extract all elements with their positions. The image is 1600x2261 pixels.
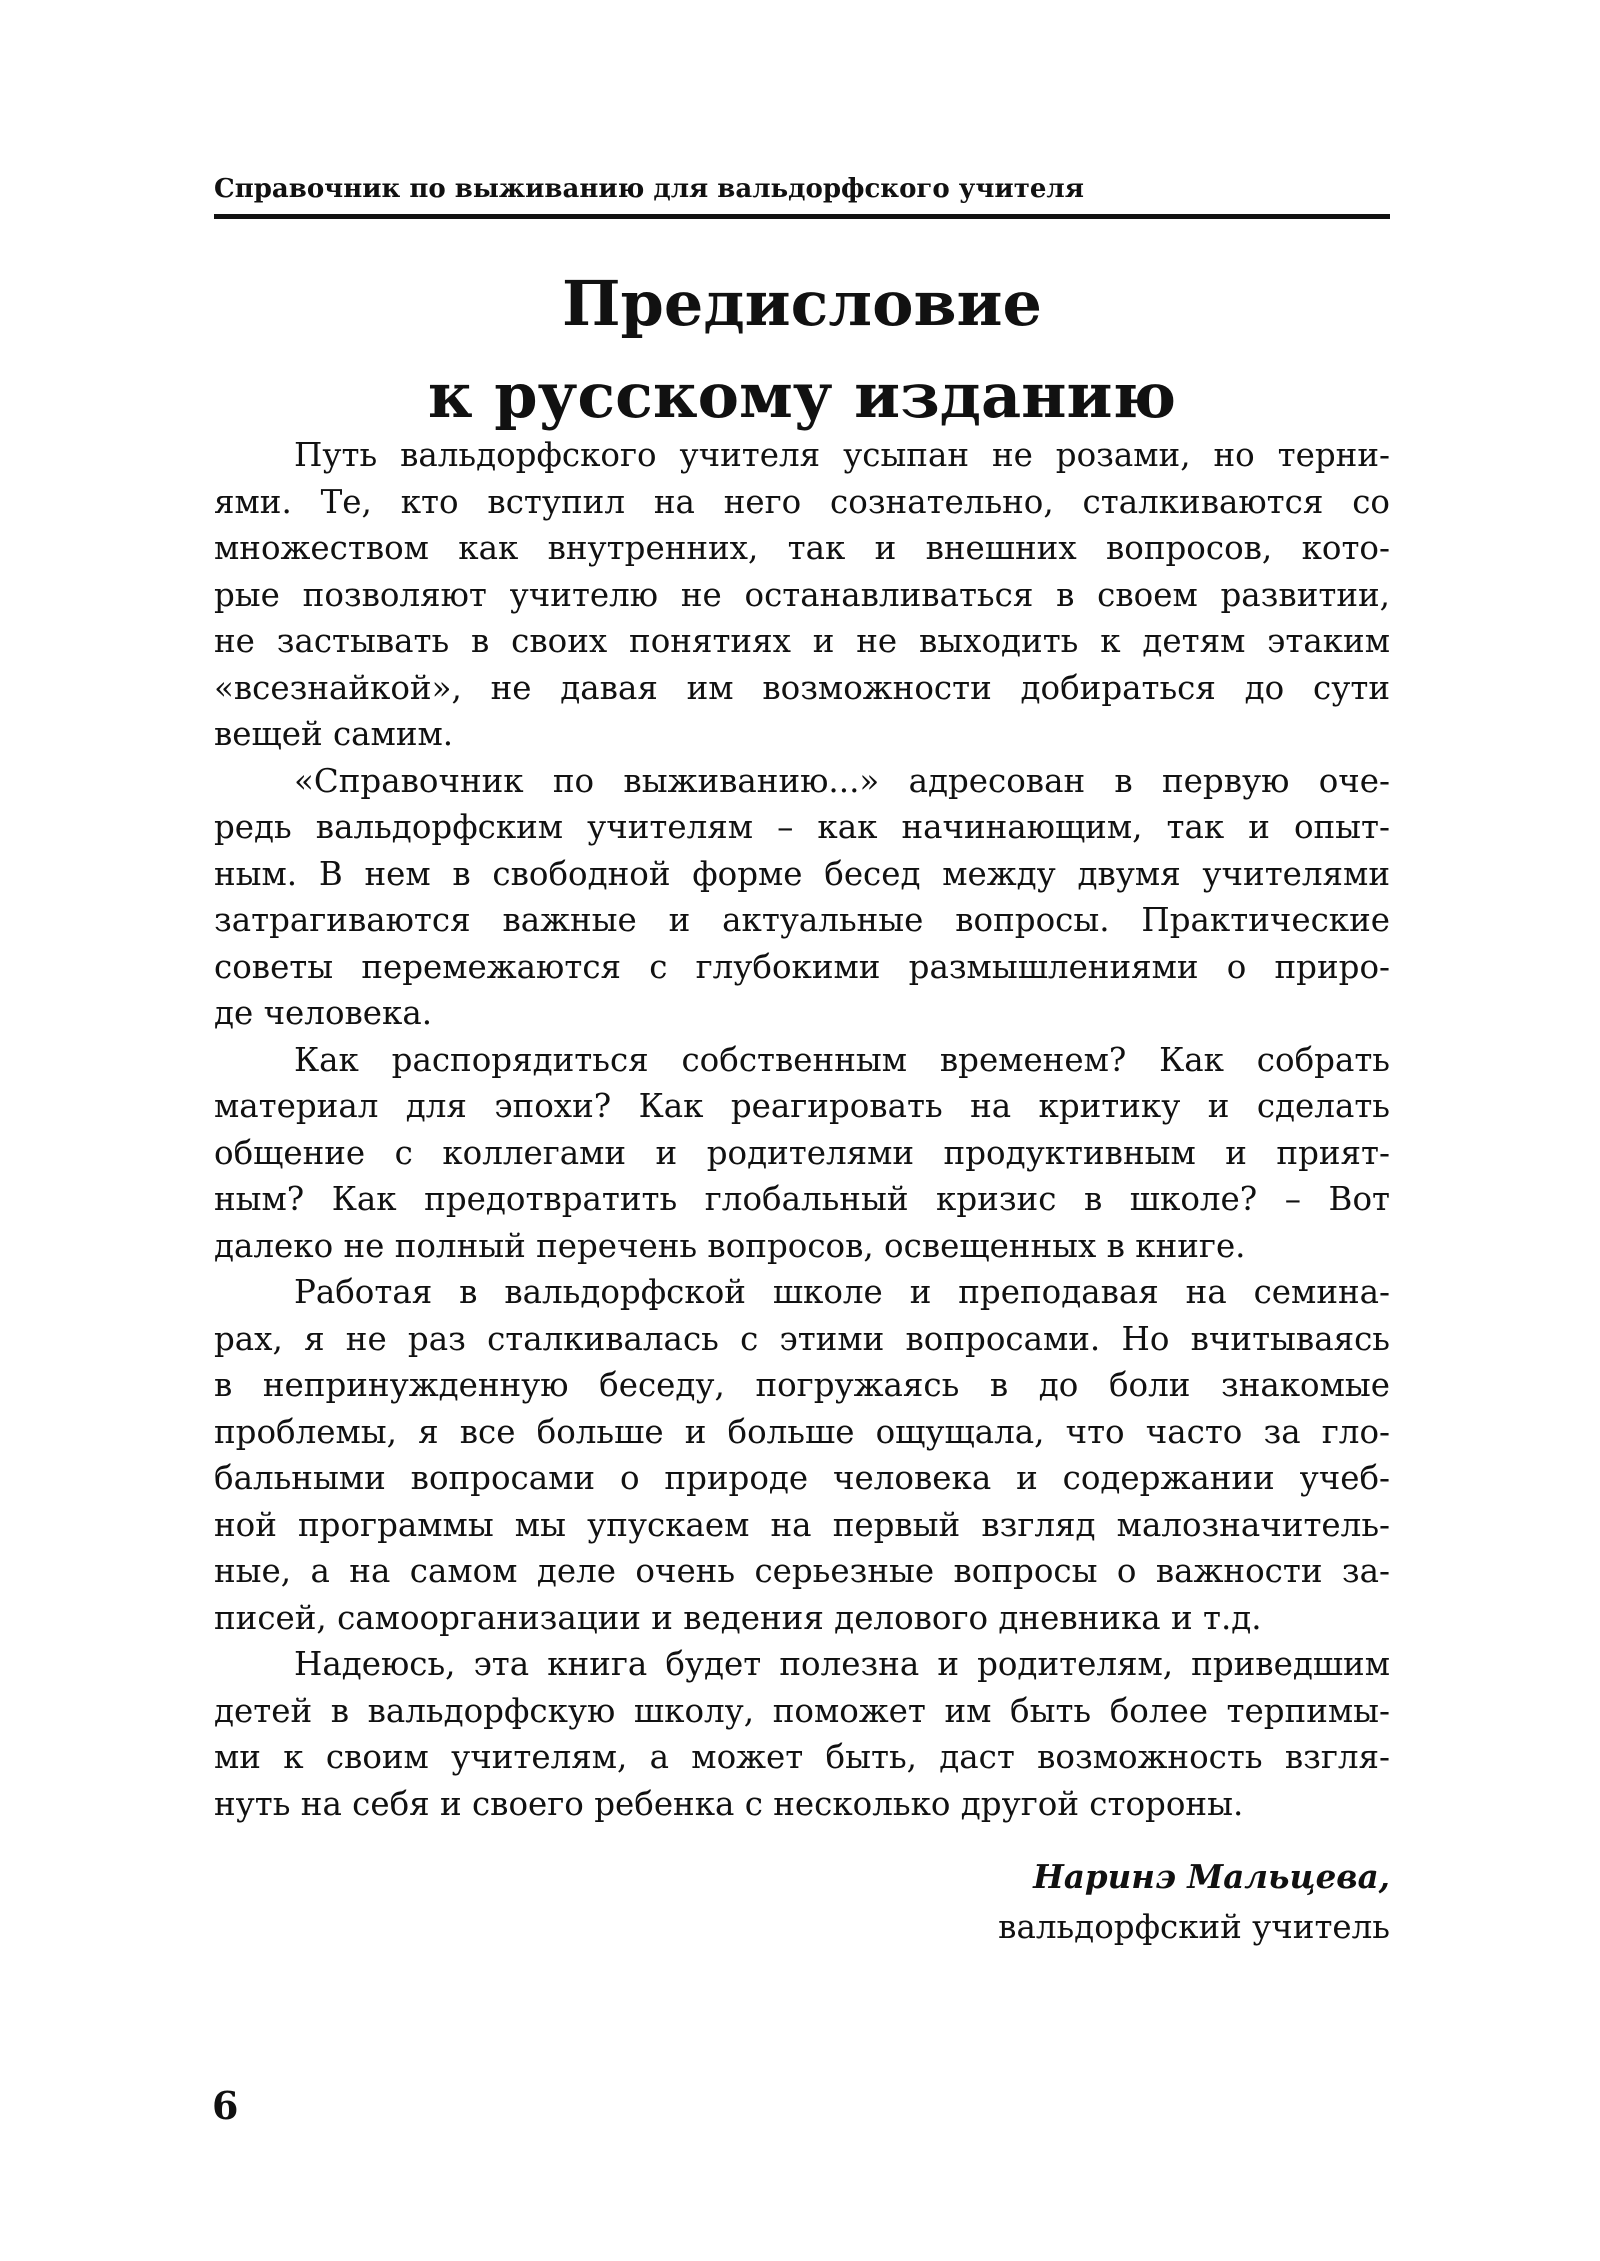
text-line: нуть на себя и своего ребенка с несколько другой стороны. [214,1784,1244,1823]
text-line: ями. Те, кто вступил на него сознательно, сталкиваются со [214,482,1390,521]
text-line: рах, я не раз сталкивалась с этими вопросами. Но вчитываясь [214,1319,1390,1358]
text-line: ным. В нем в свободной форме бесед между двумя учителями [214,854,1390,893]
page-number: 6 [212,2083,239,2128]
text-line: «Справочник по выживанию...» адресован в первую оче- [294,761,1390,800]
text-line: Надеюсь, эта книга будет полезна и родителям, приведшим [294,1645,1390,1683]
text-line: далеко не полный перечень вопросов, освещенных в книге. [214,1226,1246,1265]
text-line: в непринужденную беседу, погружаясь в до боли знакомые [214,1366,1390,1404]
text-line: вещей самим. [214,715,454,753]
text-line: ной программы мы упускаем на первый взгляд малозначитель- [214,1505,1390,1544]
running-header: Справочник по выживанию для вальдорфского учителя [214,174,1084,204]
header-rule [214,214,1390,219]
text-line: редь вальдорфским учителям – как начинающим, так и опыт- [214,808,1390,846]
text-line: Путь вальдорфского учителя усыпан не розами, но терни- [294,436,1390,474]
title-line-1: Предисловие [562,267,1042,340]
text-line: Работая в вальдорфской школе и преподавая на семина- [294,1273,1390,1311]
text-line: ми к своим учителям, а может быть, даст возможность взгля- [214,1738,1390,1776]
paragraph [214,1269,1390,1641]
paragraph [214,432,1390,758]
page-title [214,258,1390,442]
text-line: ным? Как предотвратить глобальный кризис в школе? – Вот [214,1180,1390,1218]
text-line: Как распорядиться собственным временем? Как собрать [294,1040,1390,1079]
text-line: материал для эпохи? Как реагировать на критику и сделать [214,1087,1390,1125]
title-line-2: к русскому изданию [427,359,1177,432]
preface-body [214,432,1390,1827]
text-line: проблемы, я все больше и больше ощущала, что часто за гло- [214,1412,1390,1451]
text-line: рые позволяют учителю не останавливаться в своем развитии, [214,575,1390,614]
text-line: бальными вопросами о природе человека и содержании учеб- [214,1459,1390,1497]
text-line: не застывать в своих понятиях и не выходить к детям этаким [214,622,1390,660]
author-name: Наринэ Мальцева, [1033,1857,1390,1896]
text-line: «всезнайкой», не давая им возможности добираться до сути [214,668,1390,707]
text-line: писей, самоорганизации и ведения делового дневника и т.д. [214,1598,1262,1637]
text-line: множеством как внутренних, так и внешних вопросов, кото- [214,529,1390,567]
text-line: ные, а на самом деле очень серьезные вопросы о важности за- [214,1552,1390,1590]
text-line: детей в вальдорфскую школу, поможет им быть более терпимы- [214,1691,1390,1730]
text-line: советы перемежаются с глубокими размышлениями о приро- [214,947,1390,986]
text-line: де человека. [214,994,433,1032]
paragraph [214,758,1390,1037]
paragraph [214,1037,1390,1270]
signature [214,1852,1390,1952]
paragraph [214,1641,1390,1827]
text-line: общение с коллегами и родителями продуктивным и прият- [214,1133,1390,1172]
text-line: затрагиваются важные и актуальные вопросы. Практические [214,901,1390,939]
author-role: вальдорфский учитель [998,1908,1390,1946]
